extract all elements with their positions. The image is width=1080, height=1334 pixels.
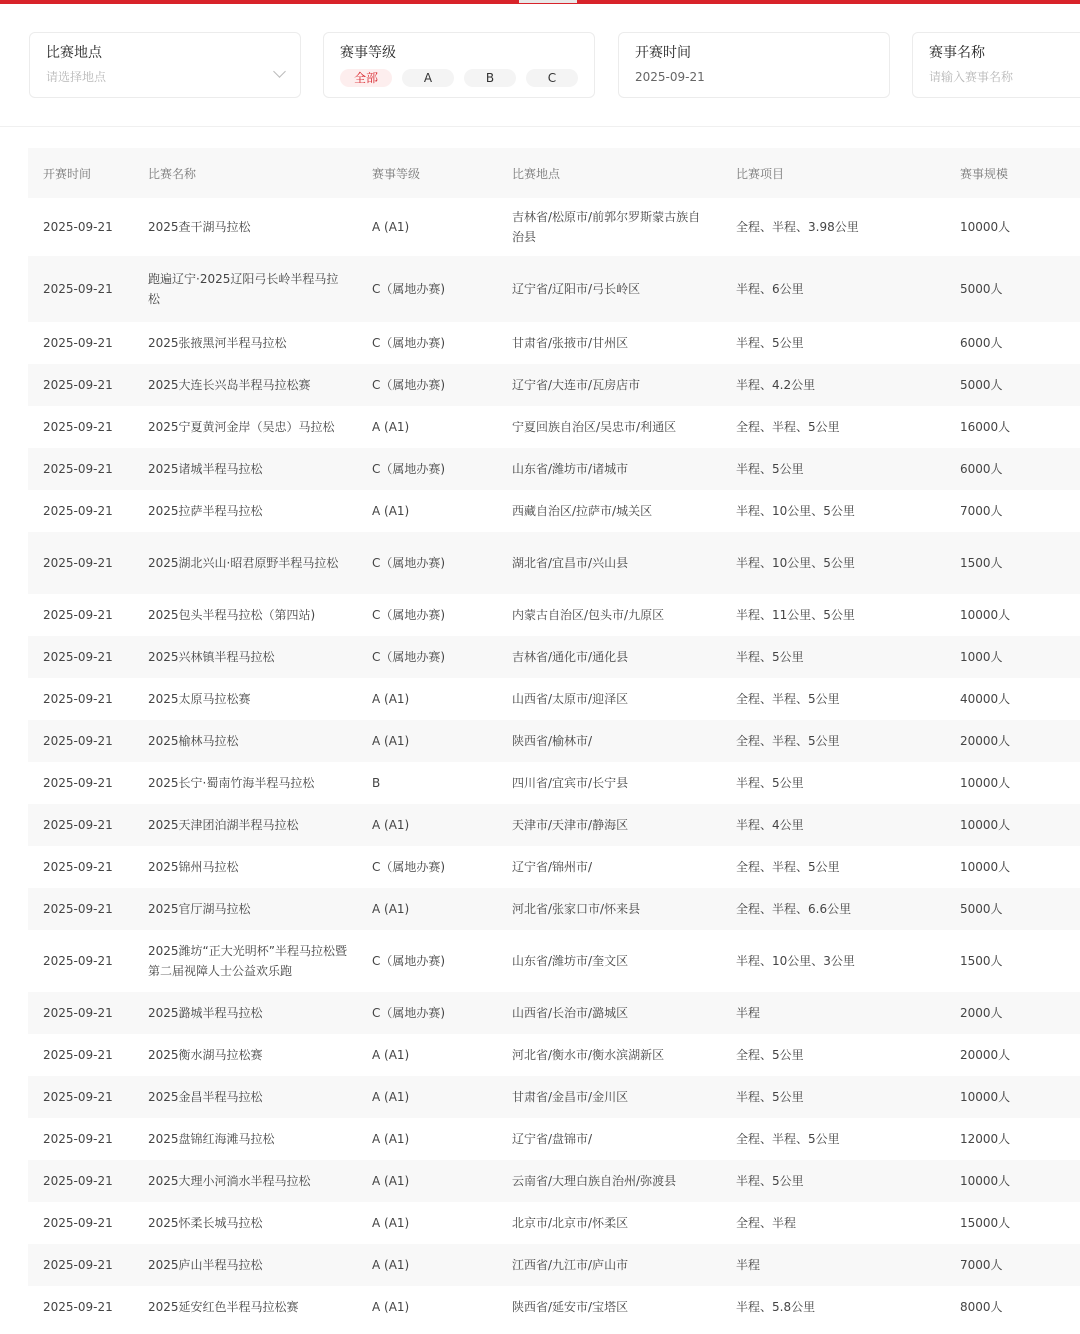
table-row[interactable]: [28, 1118, 1080, 1160]
row-race-name: 2025拉萨半程马拉松: [148, 504, 263, 518]
name-search-input[interactable]: 请输入赛事名称: [929, 70, 1014, 84]
row-race-name: 2025张掖黑河半程马拉松: [148, 336, 287, 350]
row-location: 湖北省/宜昌市/兴山县: [512, 556, 629, 570]
level-chip-b[interactable]: B: [464, 69, 516, 87]
row-race-name: 2025延安红色半程马拉松赛: [148, 1300, 299, 1314]
table-row[interactable]: [28, 1034, 1080, 1076]
row-race-name: 2025湖北兴山·昭君原野半程马拉松: [148, 556, 339, 570]
row-level: A (A1): [372, 1258, 410, 1272]
row-level: A (A1): [372, 1090, 410, 1104]
level-chip-group: [340, 69, 578, 87]
row-race-name: 2025长宁·蜀南竹海半程马拉松: [148, 776, 315, 790]
row-events: 全程、半程、3.98公里: [736, 220, 859, 234]
row-start-time: 2025-09-21: [43, 462, 113, 476]
row-events: 半程、10公里、5公里: [736, 556, 855, 570]
row-start-time: 2025-09-21: [43, 420, 113, 434]
tab-indicator: [519, 0, 577, 3]
row-location: 山东省/潍坊市/奎文区: [512, 954, 629, 968]
row-scale: 10000人: [960, 608, 1011, 622]
row-level: C（属地办赛): [372, 556, 446, 570]
row-scale: 40000人: [960, 692, 1011, 706]
row-location: 内蒙古自治区/包头市/九原区: [512, 608, 665, 622]
table-row[interactable]: [28, 888, 1080, 930]
row-events: 半程、5公里: [736, 1090, 804, 1104]
row-start-time: 2025-09-21: [43, 608, 113, 622]
row-level: A (A1): [372, 902, 410, 916]
row-scale: 1500人: [960, 954, 1003, 968]
level-chip-a[interactable]: A: [402, 69, 454, 87]
row-start-time: 2025-09-21: [43, 1132, 113, 1146]
table-row[interactable]: [28, 762, 1080, 804]
row-scale: 15000人: [960, 1216, 1011, 1230]
row-race-name: 2025查干湖马拉松: [148, 220, 251, 234]
row-location: 云南省/大理白族自治州/弥渡县: [512, 1174, 677, 1188]
row-level: C（属地办赛): [372, 650, 446, 664]
start-time-value[interactable]: 2025-09-21: [635, 70, 705, 84]
row-location: 吉林省/松原市/前郭尔罗斯蒙古族自治县: [512, 210, 701, 244]
table-row[interactable]: [28, 1286, 1080, 1328]
row-scale: 10000人: [960, 1090, 1011, 1104]
table-row[interactable]: [28, 930, 1080, 992]
header-location: 比赛地点: [512, 166, 561, 181]
row-level: C（属地办赛): [372, 608, 446, 622]
row-location: 吉林省/通化市/通化县: [512, 650, 629, 664]
row-scale: 7000人: [960, 1258, 1003, 1272]
table-header: [28, 148, 1080, 198]
row-race-name: 2025官厅湖马拉松: [148, 902, 251, 916]
row-level: C（属地办赛): [372, 860, 446, 874]
level-filter-title: 赛事等级: [340, 45, 396, 61]
row-events: 全程、5公里: [736, 1048, 804, 1062]
row-scale: 12000人: [960, 1132, 1011, 1146]
row-start-time: 2025-09-21: [43, 734, 113, 748]
row-scale: 8000人: [960, 1300, 1003, 1314]
table-row[interactable]: [28, 490, 1080, 532]
location-filter-title: 比赛地点: [46, 45, 102, 61]
row-level: A (A1): [372, 220, 410, 234]
row-events: 半程、5.8公里: [736, 1300, 816, 1314]
row-location: 辽宁省/辽阳市/弓长岭区: [512, 282, 641, 296]
row-level: C（属地办赛): [372, 336, 446, 350]
row-location: 天津市/天津市/静海区: [512, 818, 629, 832]
row-race-name: 2025宁夏黄河金岸（吴忠）马拉松: [148, 420, 335, 434]
row-scale: 10000人: [960, 1174, 1011, 1188]
row-start-time: 2025-09-21: [43, 860, 113, 874]
row-location: 山西省/太原市/迎泽区: [512, 692, 629, 706]
row-events: 半程、5公里: [736, 462, 804, 476]
row-scale: 2000人: [960, 1006, 1003, 1020]
row-start-time: 2025-09-21: [43, 1048, 113, 1062]
row-race-name: 2025衡水湖马拉松赛: [148, 1048, 263, 1062]
row-level: A (A1): [372, 692, 410, 706]
row-scale: 10000人: [960, 860, 1011, 874]
name-filter-title: 赛事名称: [929, 45, 985, 61]
row-events: 全程、半程、5公里: [736, 860, 840, 874]
row-events: 全程、半程、5公里: [736, 734, 840, 748]
row-race-name: 2025榆林马拉松: [148, 734, 239, 748]
location-select[interactable]: 请选择地点: [46, 70, 107, 84]
row-events: 半程、6公里: [736, 282, 804, 296]
row-level: C（属地办赛): [372, 954, 446, 968]
table-row[interactable]: [28, 198, 1080, 256]
row-location: 山东省/潍坊市/诸城市: [512, 462, 629, 476]
row-events: 全程、半程、6.6公里: [736, 902, 852, 916]
row-race-name: 2025潞城半程马拉松: [148, 1006, 263, 1020]
row-level: A (A1): [372, 818, 410, 832]
row-scale: 10000人: [960, 776, 1011, 790]
row-start-time: 2025-09-21: [43, 692, 113, 706]
table-row[interactable]: [28, 678, 1080, 720]
row-location: 西藏自治区/拉萨市/城关区: [512, 504, 653, 518]
table-body: [28, 198, 1080, 1328]
row-location: 辽宁省/锦州市/: [512, 860, 593, 874]
row-events: 半程、5公里: [736, 1174, 804, 1188]
row-start-time: 2025-09-21: [43, 282, 113, 296]
table-row[interactable]: [28, 636, 1080, 678]
location-filter[interactable]: [29, 32, 301, 98]
row-start-time: 2025-09-21: [43, 556, 113, 570]
row-start-time: 2025-09-21: [43, 954, 113, 968]
row-events: 半程、11公里、5公里: [736, 608, 855, 622]
header-scale: 赛事规模: [960, 166, 1009, 181]
row-race-name: 2025潍坊“正大光明杯”半程马拉松暨第二届视障人士公益欢乐跑: [148, 944, 347, 978]
table-row[interactable]: [28, 594, 1080, 636]
row-scale: 10000人: [960, 818, 1011, 832]
row-scale: 6000人: [960, 336, 1003, 350]
row-race-name: 2025兴林镇半程马拉松: [148, 650, 275, 664]
table-row[interactable]: [28, 992, 1080, 1034]
table-row[interactable]: [28, 532, 1080, 594]
level-chip-c[interactable]: C: [526, 69, 578, 87]
table-row[interactable]: [28, 322, 1080, 364]
row-scale: 10000人: [960, 220, 1011, 234]
table-row[interactable]: [28, 804, 1080, 846]
row-level: A (A1): [372, 734, 410, 748]
row-events: 半程、5公里: [736, 776, 804, 790]
row-events: 半程、4.2公里: [736, 378, 816, 392]
row-events: 半程、10公里、3公里: [736, 954, 855, 968]
row-level: A (A1): [372, 504, 410, 518]
row-location: 甘肃省/张掖市/甘州区: [512, 336, 629, 350]
row-race-name: 2025金昌半程马拉松: [148, 1090, 263, 1104]
race-table: [28, 148, 1080, 1328]
row-scale: 6000人: [960, 462, 1003, 476]
row-events: 半程、10公里、5公里: [736, 504, 855, 518]
table-row[interactable]: [28, 846, 1080, 888]
row-events: 全程、半程: [736, 1216, 797, 1230]
row-scale: 5000人: [960, 902, 1003, 916]
row-events: 半程: [736, 1258, 761, 1272]
table-row[interactable]: [28, 1202, 1080, 1244]
level-chip-all[interactable]: 全部: [340, 69, 392, 87]
section-divider: [0, 126, 1080, 127]
row-events: 半程、5公里: [736, 650, 804, 664]
row-level: B: [372, 776, 381, 790]
row-level: A (A1): [372, 420, 410, 434]
header-level: 赛事等级: [372, 166, 421, 181]
row-level: A (A1): [372, 1174, 410, 1188]
row-start-time: 2025-09-21: [43, 650, 113, 664]
row-location: 四川省/宜宾市/长宁县: [512, 776, 629, 790]
row-location: 陕西省/榆林市/: [512, 734, 593, 748]
row-start-time: 2025-09-21: [43, 1216, 113, 1230]
name-filter[interactable]: [912, 32, 1080, 98]
row-race-name: 2025庐山半程马拉松: [148, 1258, 263, 1272]
table-row[interactable]: [28, 1244, 1080, 1286]
level-filter: [323, 32, 595, 98]
row-location: 北京市/北京市/怀柔区: [512, 1216, 629, 1230]
row-start-time: 2025-09-21: [43, 504, 113, 518]
row-race-name: 2025盘锦红海滩马拉松: [148, 1132, 275, 1146]
row-start-time: 2025-09-21: [43, 1300, 113, 1314]
row-start-time: 2025-09-21: [43, 1090, 113, 1104]
header-start-time: 开赛时间: [43, 166, 92, 181]
row-scale: 7000人: [960, 504, 1003, 518]
row-scale: 5000人: [960, 282, 1003, 296]
row-scale: 20000人: [960, 1048, 1011, 1062]
row-level: A (A1): [372, 1048, 410, 1062]
row-start-time: 2025-09-21: [43, 220, 113, 234]
row-level: A (A1): [372, 1300, 410, 1314]
row-events: 半程、4公里: [736, 818, 804, 832]
table-row[interactable]: [28, 406, 1080, 448]
table-row[interactable]: [28, 364, 1080, 406]
row-start-time: 2025-09-21: [43, 818, 113, 832]
table-row[interactable]: [28, 720, 1080, 762]
table-row[interactable]: [28, 1160, 1080, 1202]
row-race-name: 2025天津团泊湖半程马拉松: [148, 818, 299, 832]
row-start-time: 2025-09-21: [43, 336, 113, 350]
start-time-filter-title: 开赛时间: [635, 45, 691, 61]
row-level: A (A1): [372, 1132, 410, 1146]
row-race-name: 2025诸城半程马拉松: [148, 462, 263, 476]
row-start-time: 2025-09-21: [43, 776, 113, 790]
row-scale: 20000人: [960, 734, 1011, 748]
row-race-name: 2025太原马拉松赛: [148, 692, 251, 706]
row-location: 陕西省/延安市/宝塔区: [512, 1300, 629, 1314]
row-location: 甘肃省/金昌市/金川区: [512, 1090, 629, 1104]
row-scale: 1000人: [960, 650, 1003, 664]
header-events: 比赛项目: [736, 166, 785, 181]
row-location: 宁夏回族自治区/吴忠市/利通区: [512, 420, 677, 434]
table-row[interactable]: [28, 448, 1080, 490]
row-level: C（属地办赛): [372, 1006, 446, 1020]
row-events: 全程、半程、5公里: [736, 420, 840, 434]
row-start-time: 2025-09-21: [43, 902, 113, 916]
row-start-time: 2025-09-21: [43, 1258, 113, 1272]
row-scale: 5000人: [960, 378, 1003, 392]
row-level: A (A1): [372, 1216, 410, 1230]
row-events: 全程、半程、5公里: [736, 692, 840, 706]
row-location: 辽宁省/盘锦市/: [512, 1132, 593, 1146]
row-level: C（属地办赛): [372, 462, 446, 476]
row-scale: 16000人: [960, 420, 1011, 434]
row-race-name: 2025大连长兴岛半程马拉松赛: [148, 378, 311, 392]
row-start-time: 2025-09-21: [43, 378, 113, 392]
row-level: C（属地办赛): [372, 282, 446, 296]
row-race-name: 2025包头半程马拉松（第四站): [148, 608, 316, 622]
row-events: 半程: [736, 1006, 761, 1020]
filter-bar: [0, 4, 1080, 126]
row-race-name: 跑遍辽宁·2025辽阳弓长岭半程马拉松: [148, 272, 339, 306]
row-location: 河北省/衡水市/衡水滨湖新区: [512, 1048, 665, 1062]
header-race-name: 比赛名称: [148, 166, 197, 181]
start-time-filter[interactable]: [618, 32, 890, 98]
row-location: 辽宁省/大连市/瓦房店市: [512, 378, 641, 392]
row-start-time: 2025-09-21: [43, 1006, 113, 1020]
row-race-name: 2025大理小河淌水半程马拉松: [148, 1174, 311, 1188]
row-events: 全程、半程、5公里: [736, 1132, 840, 1146]
row-scale: 1500人: [960, 556, 1003, 570]
table-row[interactable]: [28, 1076, 1080, 1118]
row-level: C（属地办赛): [372, 378, 446, 392]
row-race-name: 2025锦州马拉松: [148, 860, 239, 874]
row-location: 河北省/张家口市/怀来县: [512, 902, 641, 916]
row-location: 江西省/九江市/庐山市: [512, 1258, 629, 1272]
row-location: 山西省/长治市/潞城区: [512, 1006, 629, 1020]
table-row[interactable]: [28, 256, 1080, 322]
row-events: 半程、5公里: [736, 336, 804, 350]
row-race-name: 2025怀柔长城马拉松: [148, 1216, 263, 1230]
row-start-time: 2025-09-21: [43, 1174, 113, 1188]
